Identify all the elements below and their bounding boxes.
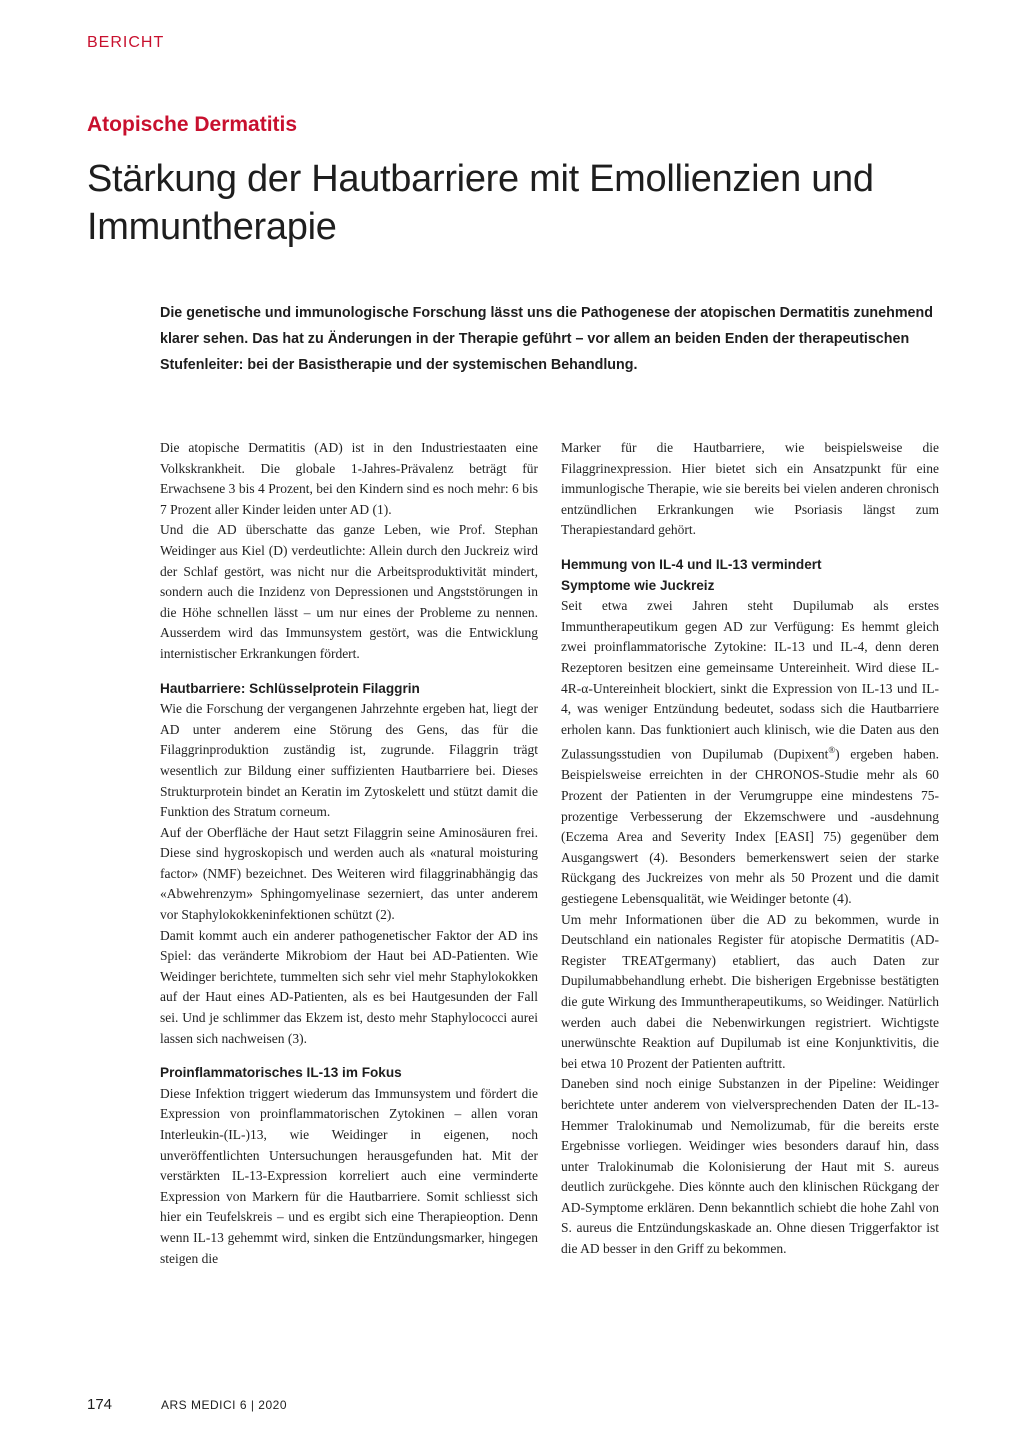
subheading bbox=[561, 555, 939, 596]
paragraph: Auf der Oberfläche der Haut setzt Filaggrin seine Aminosäuren frei. Diese sind hygroskopisch und werden auch als «natural moisturing factor» (NMF) bezeichnet. Des Weiteren wird filaggrinabhängig das «Abwehrenzym» Sphingomyelinase sezerniert, das unter anderem vor Staphylokokkeninfektionen schützt (2). bbox=[160, 824, 538, 923]
paragraph bbox=[561, 596, 939, 909]
subheading-line: Hemmung von IL-4 und IL-13 vermindert bbox=[561, 556, 822, 572]
subheading-line: Symptome wie Juckreiz bbox=[561, 577, 715, 593]
article-lead: Die genetische und immunologische Forschung lässt uns die Pathogenese der atopischen Dermatitis zunehmend klarer sehen. Das hat zu Änderungen in der Therapie geführt – vor allem an beiden Enden der therapeutischen Stufenleiter: bei der Basistherapie und der systemischen Behandlung. bbox=[160, 305, 933, 373]
registered-mark: ® bbox=[828, 745, 836, 756]
paragraph: Daneben sind noch einige Substanzen in der Pipeline: Weidinger berichtete unter anderem von vielversprechenden Daten der IL-13-Hemmer Tralokinumab und Nemolizumab, für die bereits erste Ergebnisse vorliegen. Weidinger wies besonders darauf hin, dass unter Tralokinumab die Kolonisierung der Haut mit S. aureus deutlich zurückgehe. Dies könnte auch den klinischen Rückgang der AD-Symptome erklären. Denn bekanntlich schiebt die hohe Zahl von S. aureus die Entzündungskaskade an. Ohne diesen Triggerfaktor ist die AD besser in den Griff zu bekommen. bbox=[561, 1076, 939, 1257]
article-title: Stärkung der Hautbarriere mit Emollienzien und Immuntherapie bbox=[87, 158, 874, 248]
page-number: 174 bbox=[87, 1396, 113, 1413]
paragraph: Damit kommt auch ein anderer pathogenetischer Faktor der AD ins Spiel: das veränderte Mikrobiom der Haut bei AD-Patienten. Wie Weidinger berichtete, tummelten sich sehr viel mehr Staphylokokken auf der Haut eines AD-Patienten, als es bei Hautgesunden der Fall sei. Und je schlimmer das Ekzem ist, desto mehr Staphylococci aurei lassen sich nachweisen (3). bbox=[160, 927, 538, 1046]
paragraph: Um mehr Informationen über die AD zu bekommen, wurde in Deutschland ein nationales Register für atopische Dermatitis (AD-Register TREATgermany) etabliert, das auch Daten zur Dupilumabbehandlung erhebt. Die bisherigen Ergebnisse bestätigten die gute Wirkung des Immuntherapeutikums, so Weidinger. Natürlich werden auch dabei die Nebenwirkungen registriert. Wichtigste unerwünschte Reaktion auf Dupilumab ist eine Konjunktivitis, die bei etwa 10 Prozent der Patienten auftritt. bbox=[561, 911, 939, 1071]
paragraph: Die atopische Dermatitis (AD) ist in den Industriestaaten eine Volkskrankheit. Die globale 1-Jahres-Prävalenz beträgt für Erwachsene 3 bis 4 Prozent, bei den Kindern sind es noch mehr: 6 bis 7 Prozent aller Kinder leiden unter AD (1). bbox=[160, 440, 538, 517]
section-label: BERICHT bbox=[87, 34, 165, 51]
article-kicker: Atopische Dermatitis bbox=[87, 113, 298, 136]
paragraph-text: Seit etwa zwei Jahren steht Dupilumab als erstes Immuntherapeutikum gegen AD zur Verfügung: Es hemmt gleich zwei proinflammatorische Zytokine: IL-13 und IL-4, denn deren Rezeptoren besitzen eine gemeinsame Untereinheit. Wird diese IL-4R-α-Untereinheit blockiert, sinkt die Expression von IL-13 und IL-4, was weniger Entzündung bedeutet, sodass sich die Hautbarriere erholen kann. Das funktioniert auch klinisch, wie die Daten aus den Zulassungsstudien von Dupilumab (Dupixent bbox=[561, 598, 939, 762]
paragraph: Und die AD überschatte das ganze Leben, wie Prof. Stephan Weidinger aus Kiel (D) verdeutlichte: Allein durch den Juckreiz wird der Schlaf gestört, was nicht nur die Arbeitsproduktivität mindert, sondern auch die Inzidenz von Depressionen und Angststörungen in die Höhe schnellen lässt – um nur eines der Probleme zu nennen. Ausserdem wird das Immunsystem gestört, was die Entwicklung internistischer Erkrankungen fördert. bbox=[160, 522, 538, 661]
right-column bbox=[561, 438, 939, 1260]
paragraph: Marker für die Hautbarriere, wie beispielsweise die Filaggrinexpression. Hier bietet sich ein Ansatzpunkt für eine immunlogische Therapie, wie sie bereits bei vielen anderen chronisch entzündlichen Erkrankungen wie Psoriasis längst zum Therapiestandard gehört. bbox=[561, 440, 939, 538]
paragraph-text: ) ergeben haben. Beispielsweise erreichten in der CHRONOS-Studie mehr als 60 Prozent der Patienten in der Verumgruppe eine mindestens 75-prozentige Verbesserung der Ekzemschwere und -ausdehnung (Eczema Area and Severity Index [EASI] 75) gegenüber dem Ausgangswert (4). Besonders bemerkenswert seien der starke Rückgang des Juckreizes von mehr als 50 Prozent und die damit gestiegene Lebensqualität, wie Weidinger betonte (4). bbox=[561, 746, 939, 906]
paragraph: Wie die Forschung der vergangenen Jahrzehnte ergeben hat, liegt der AD unter anderem eine Störung des Gens, das für die Filaggrinproduktion zuständig ist, zugrunde. Filaggrin trägt wesentlich zur Bildung einer suffizienten Hautbarriere bei. Dieses Strukturprotein bindet an Keratin im Zytoskelett und stützt damit die Funktion des Stratum corneum. bbox=[160, 701, 538, 820]
subheading: Hautbarriere: Schlüsselprotein Filaggrin bbox=[160, 680, 420, 696]
journal-name: ARS MEDICI 6 | 2020 bbox=[161, 1398, 287, 1412]
paragraph: Diese Infektion triggert wiederum das Immunsystem und fördert die Expression von proinflammatorischen Zytokinen – allen voran Interleukin-(IL-)13, wie Weidinger in eigenen, noch unveröffentlichten Untersuchungen herausgefunden hat. Mit der verstärkten IL-13-Expression korreliert auch eine verminderte Expression von Markern für die Hautbarriere. Somit schliesst sich hier ein Teufelskreis – und es ergibt sich eine Therapieoption. Denn wenn IL-13 gehemmt wird, sinken die Entzündungsmarker, hingegen steigen die bbox=[160, 1085, 538, 1266]
left-column bbox=[160, 438, 538, 1269]
subheading: Proinflammatorisches IL-13 im Fokus bbox=[160, 1065, 402, 1081]
